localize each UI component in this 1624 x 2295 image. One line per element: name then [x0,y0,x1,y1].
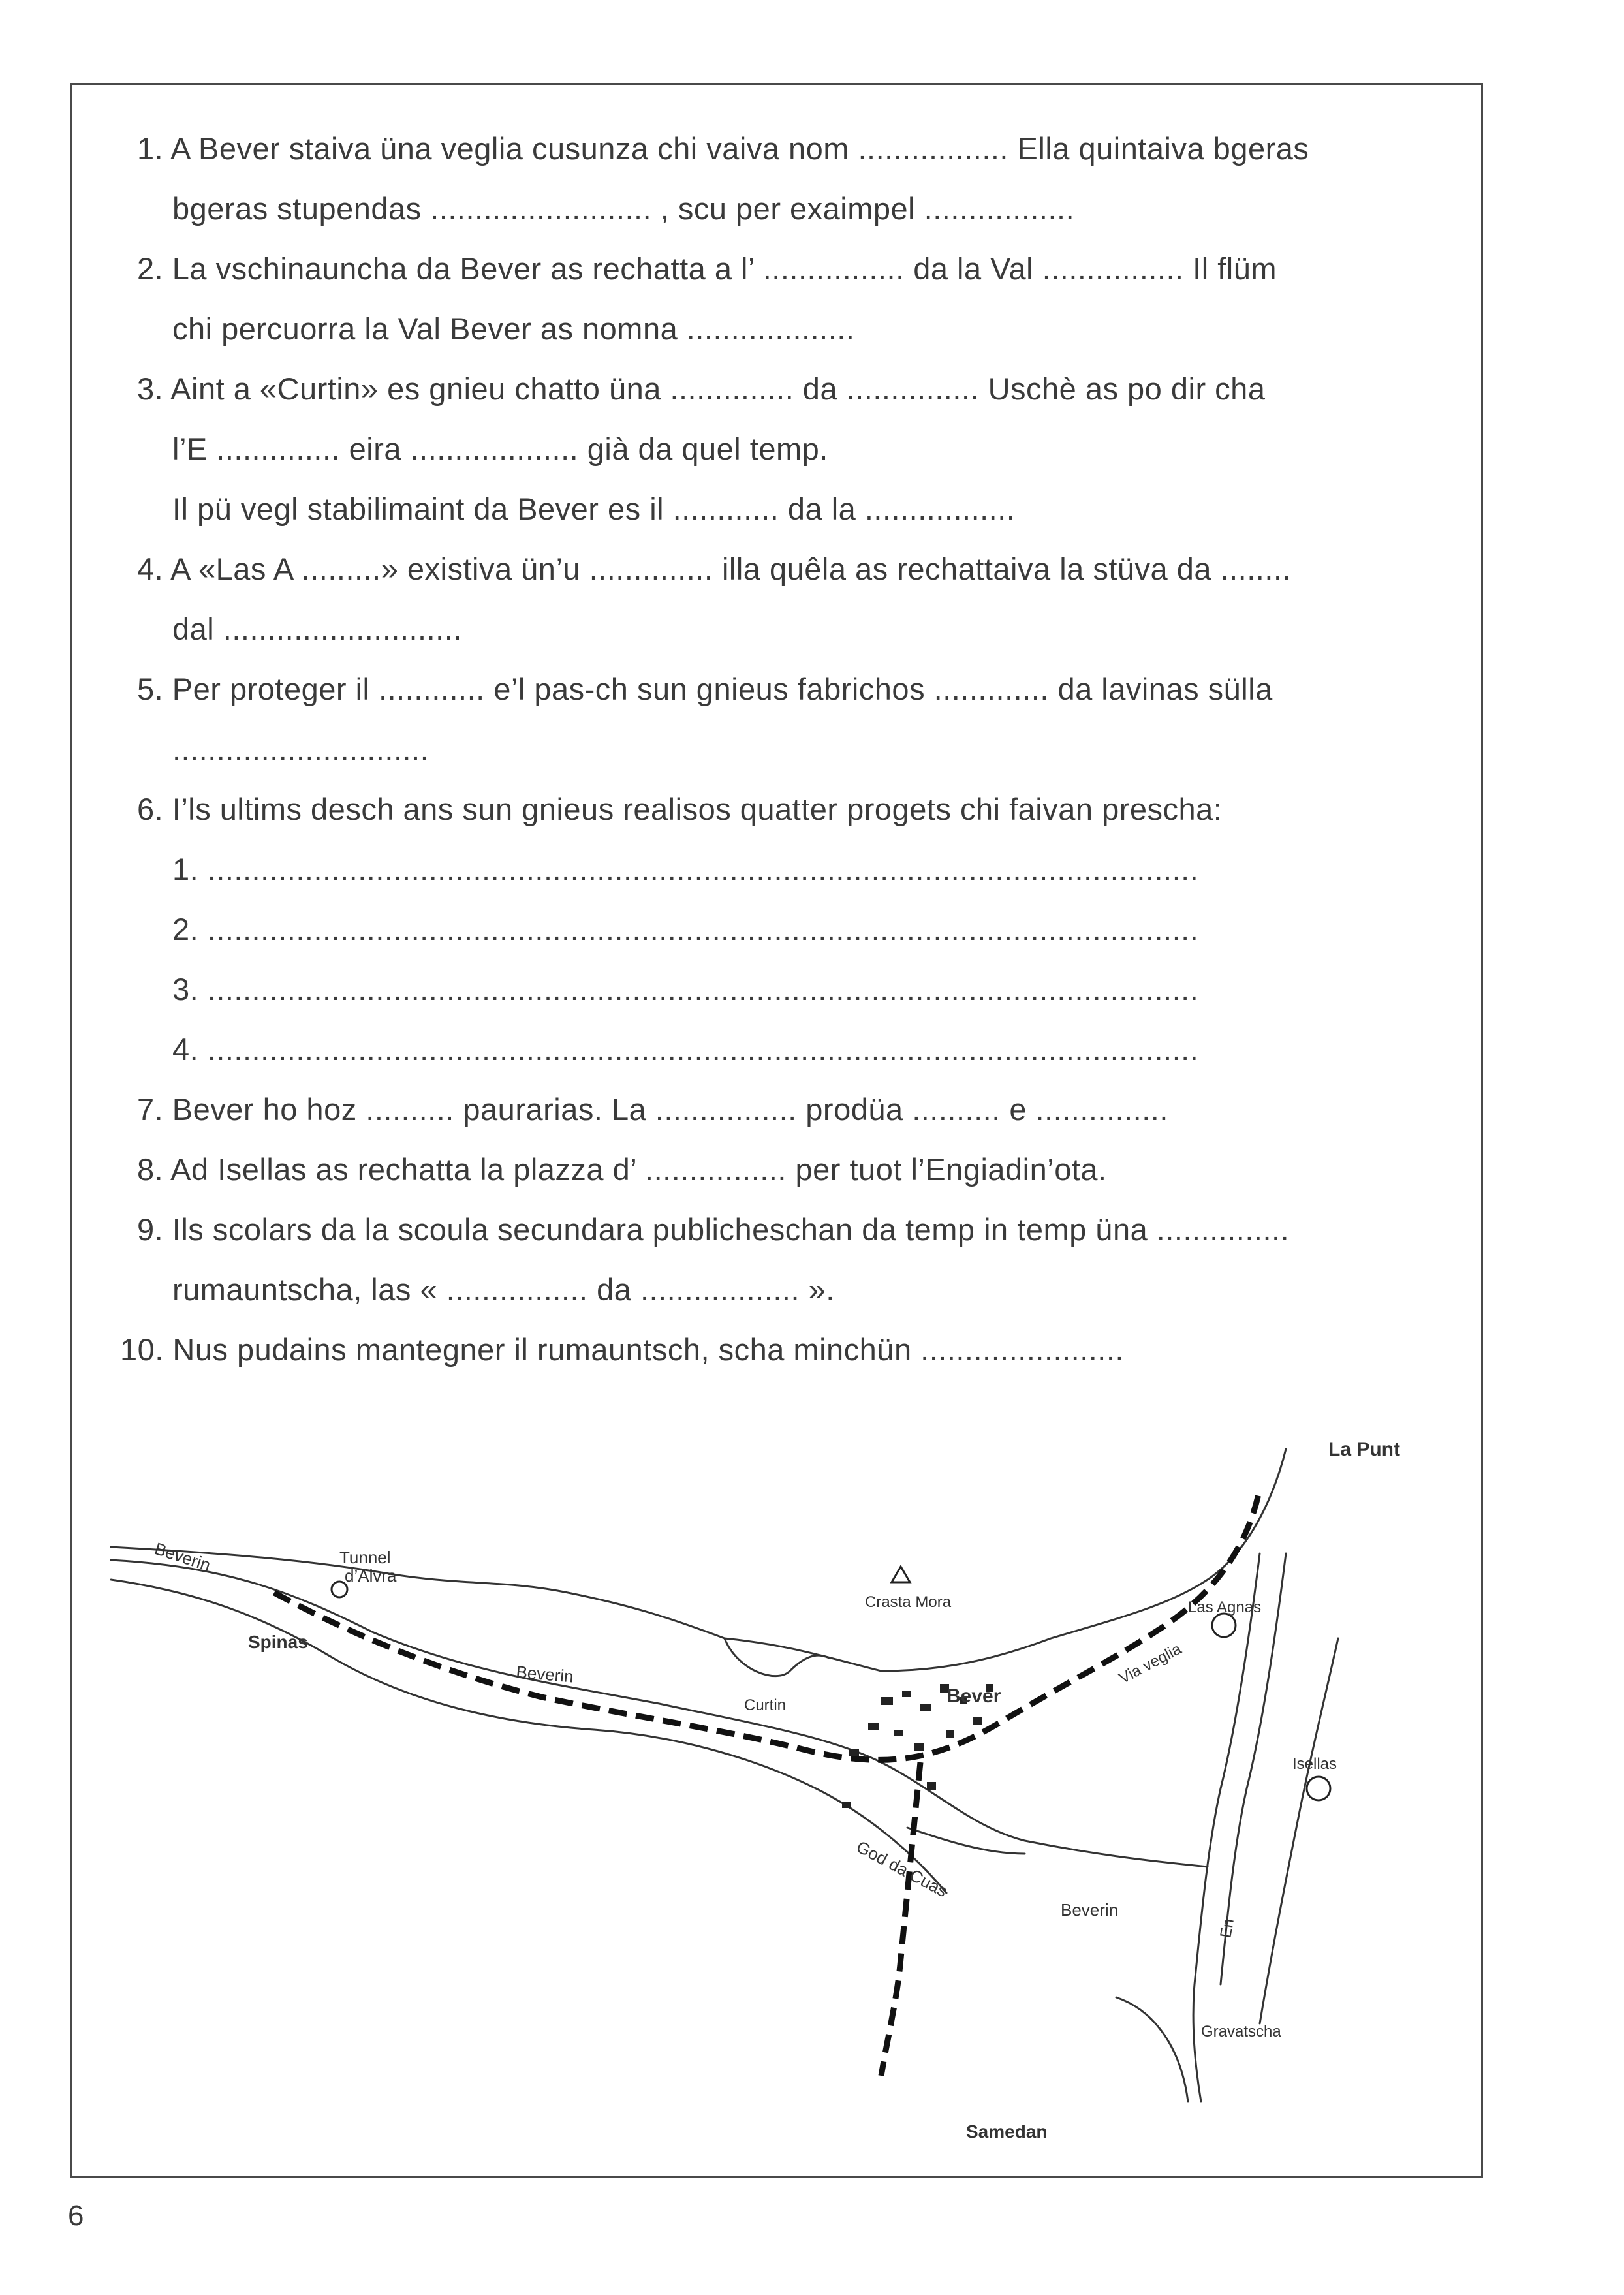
question-line: 2. La vschinauncha da Bever as rechatta a l’ ................ da la Val ................ Il flüm [137,251,1277,286]
question-line: 5. Per proteger il ............ e’l pas-ch sun gnieus fabrichos ............. da lavinas sülla [137,672,1273,706]
question-line: chi percuorra la Val Bever as nomna ................... [172,311,855,346]
question-line: 3. Aint a «Curtin» es gnieu chatto üna .............. da ............... Uschè as po dir cha [137,371,1266,406]
map-label-beverin: Beverin [515,1662,574,1687]
map-label-curtin: Curtin [744,1696,787,1714]
map-label-las-agnas: Las Agnas [1188,1599,1262,1616]
map-label-bever: Bever [946,1685,1001,1707]
question-line: 9. Ils scolars da la scoula secundara publicheschan da temp in temp üna ............... [137,1212,1290,1247]
question-line: 4. ................................................................................................................ [172,1032,1199,1067]
question-line: ............................. [172,732,429,766]
question-line: Il pü vegl stabilimaint da Bever es il ............ da la ................. [172,492,1016,526]
map-label-tunnel: Tunnel [339,1548,391,1567]
map-label-samedan: Samedan [966,2121,1048,2142]
question-line: l’E .............. eira ................... già da quel temp. [172,431,828,466]
question-line: 1. A Bever staiva üna veglia cusunza chi vaiva nom ................. Ella quintaiva bgeras [137,131,1309,166]
question-line: 7. Bever ho hoz .......... paurarias. La ................ prodüa .......... e ............... [137,1092,1168,1127]
map-label-god-da-cuas: God da Cuas [853,1836,951,1901]
question-line: 3. ................................................................................................................ [172,972,1199,1007]
question-line: rumauntscha, las « ................ da .................. ». [172,1272,835,1307]
map-label-via-veglia: Via veglia [1116,1640,1185,1688]
question-line: dal ........................... [172,612,462,646]
map-label-en: En [1217,1917,1238,1940]
map-label-beverin: Beverin [152,1538,213,1575]
question-line: 10. Nus pudains mantegner il rumauntsch, scha minchün ....................... [120,1332,1124,1367]
map-label-beverin: Beverin [1061,1900,1119,1920]
map-label-dalvra: d’Alvra [345,1566,397,1585]
question-line: 2. ................................................................................................................ [172,912,1199,946]
question-line: bgeras stupendas ......................... , scu per exaimpel ................. [172,191,1075,226]
bever-map [98,1423,1436,2154]
map-label-isellas: Isellas [1292,1755,1337,1773]
page-number: 6 [68,2200,84,2232]
map-label-spinas: Spinas [248,1632,308,1652]
question-line: 6. I’ls ultims desch ans sun gnieus realisos quatter progets chi faivan prescha: [137,792,1223,826]
question-line: 1. ................................................................................................................ [172,852,1199,886]
map-label-gravatscha: Gravatscha [1201,2023,1281,2040]
question-line: 4. A «Las A .........» existiva ün’u .............. illa quêla as rechattaiva la stüva da ........ [137,552,1292,586]
map-label-crasta-mora: Crasta Mora [865,1593,952,1611]
map-label-la-punt: La Punt [1328,1439,1400,1460]
question-line: 8. Ad Isellas as rechatta la plazza d’ ................ per tuot l’Engiadin’ota. [137,1152,1107,1187]
